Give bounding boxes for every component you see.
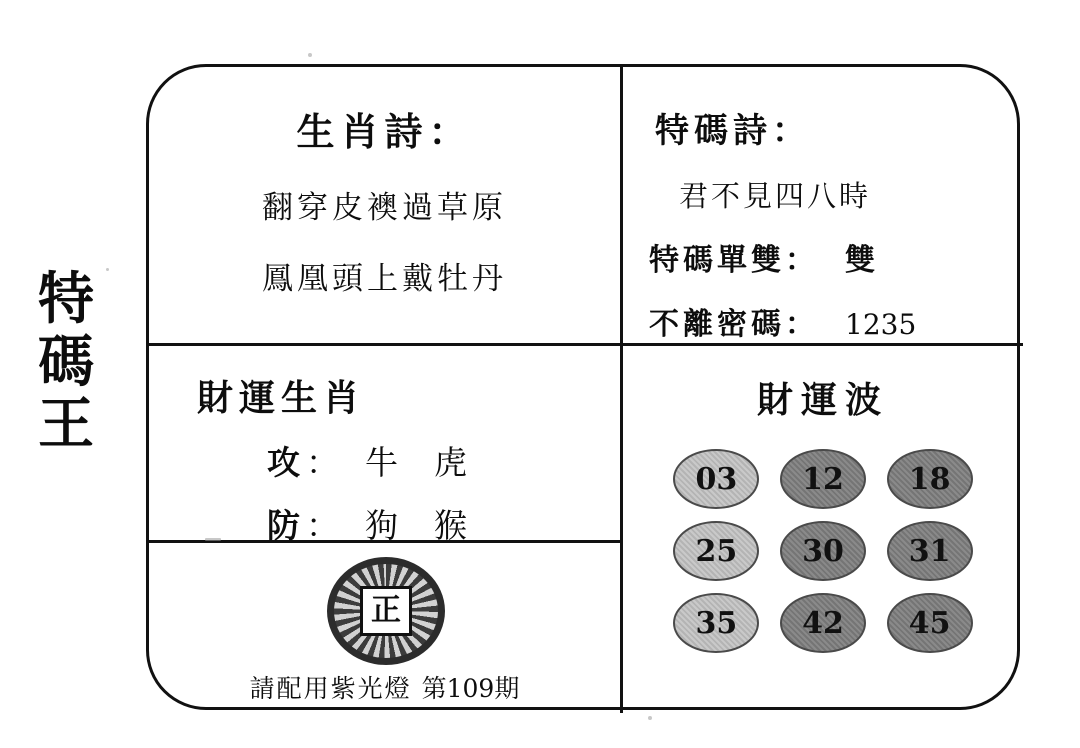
scan-speck: [648, 716, 652, 720]
scan-speck: [205, 538, 221, 541]
stamp-seal-icon: [327, 557, 445, 665]
parity-label: 特碼單雙：: [649, 243, 819, 278]
scan-speck: [106, 268, 109, 271]
code-row: [649, 299, 1023, 343]
lucky-zodiac-panel: [149, 346, 620, 545]
number-ball-grid: [663, 449, 983, 653]
zodiac-poem-line-2: 鳳凰頭上戴牡丹: [262, 261, 507, 297]
page-title-char-2: 碼: [38, 328, 94, 395]
number-ball: 12: [780, 449, 866, 509]
attack-separator: ：: [306, 443, 339, 482]
defend-row: [267, 500, 620, 547]
attack-row: [267, 437, 620, 484]
attack-animal-2: 虎: [434, 443, 469, 482]
number-ball: 35: [673, 593, 759, 653]
zodiac-poem-heading: 生肖詩：: [296, 109, 473, 154]
footer-note-text: 請配用紫光燈: [249, 674, 412, 703]
parity-value: 雙: [845, 243, 875, 278]
defend-separator: ：: [306, 506, 339, 545]
attack-animal-1: 牛: [365, 443, 400, 482]
special-code-panel: [623, 67, 1023, 343]
number-ball: 42: [780, 593, 866, 653]
code-label: 不離密碼：: [649, 307, 819, 342]
poster-card: [146, 64, 1020, 710]
lucky-zodiac-heading: 財運生肖: [197, 377, 366, 419]
page-title-char-1: 特: [38, 266, 94, 332]
zodiac-poem-line-1: 翻穿皮襖過草原: [262, 190, 507, 226]
number-ball: 30: [780, 521, 866, 581]
seal-footer-panel: [149, 543, 620, 710]
parity-row: [649, 235, 1023, 279]
special-code-heading: 特碼詩：: [655, 111, 811, 151]
attack-label: 攻: [267, 443, 302, 482]
page-title: [6, 268, 126, 456]
wave-panel: [623, 346, 1023, 710]
defend-animal-1: 狗: [365, 506, 400, 545]
number-ball: 03: [673, 449, 759, 509]
number-ball: 45: [887, 593, 973, 653]
defend-label: 防: [267, 506, 302, 545]
wave-heading: 財運波: [756, 379, 889, 421]
number-ball: 31: [887, 521, 973, 581]
number-ball: 18: [887, 449, 973, 509]
page-title-char-3: 王: [38, 391, 94, 458]
seal-center-text: 正: [360, 586, 412, 636]
code-value: 1235: [845, 308, 917, 341]
special-code-poem-line: 君不見四八時: [679, 179, 872, 213]
footer-note: [149, 669, 620, 705]
issue-number: 第109期: [421, 674, 520, 703]
defend-animal-2: 猴: [434, 506, 469, 545]
zodiac-poem-panel: [149, 67, 620, 343]
scan-speck: [308, 53, 312, 57]
number-ball: 25: [673, 521, 759, 581]
